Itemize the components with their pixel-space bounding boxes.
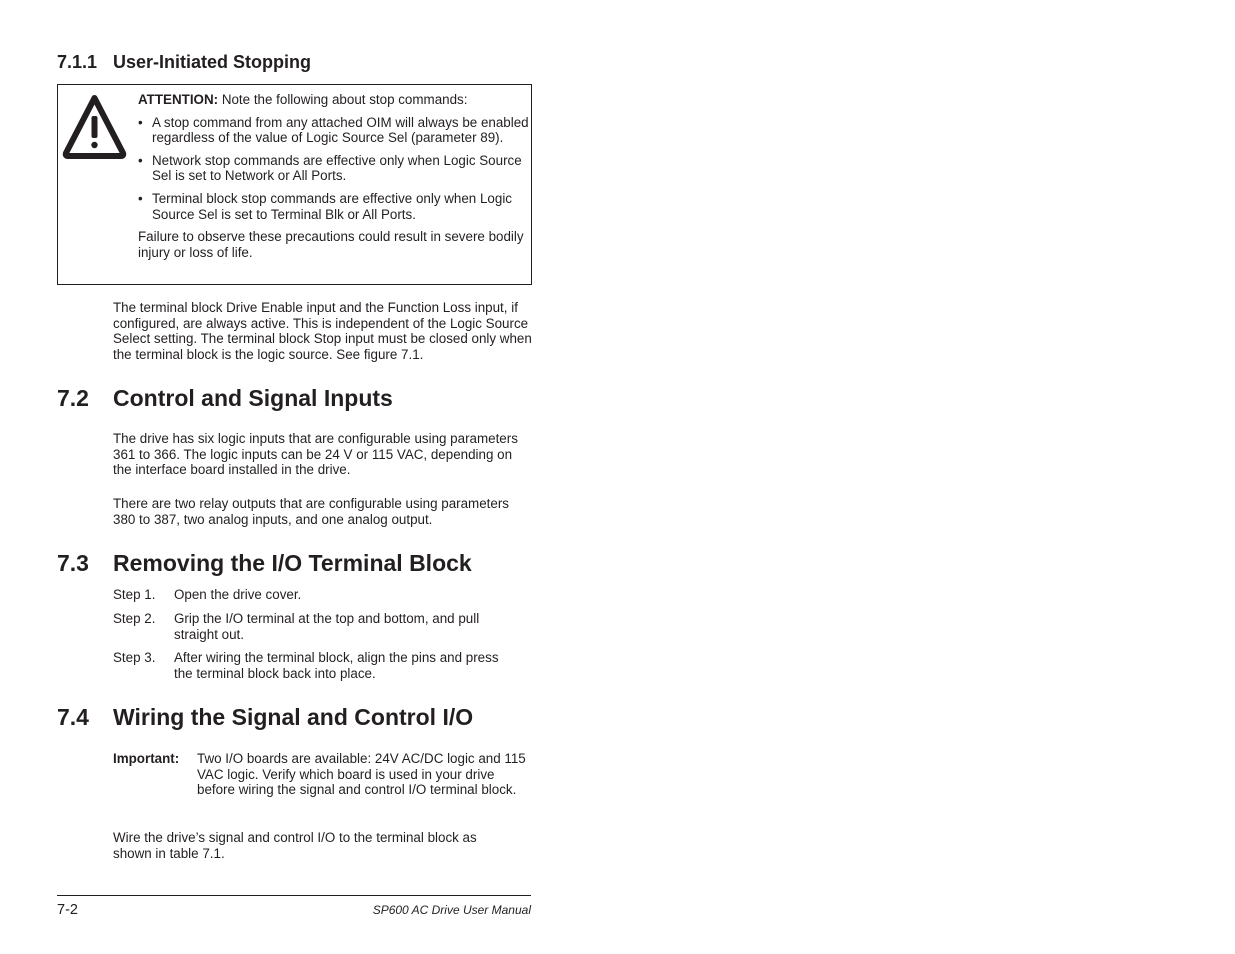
attention-bullet: • A stop command from any attached OIM will always be enabled regardless of the value of Logic Source Sel (parameter 89). — [138, 115, 530, 146]
paragraph-relay-outputs: There are two relay outputs that are configurable using parameters 380 to 387, two analog inputs, and one analog output. — [113, 496, 509, 527]
step-label: Step 2. — [113, 611, 156, 626]
section-number-7-3: 7.3 — [57, 550, 89, 576]
section-title-7-1-1: User-Initiated Stopping — [113, 52, 311, 72]
manual-title: SP600 AC Drive User Manual — [372, 903, 531, 917]
step-text: Open the drive cover. — [174, 587, 302, 602]
attention-warning: Failure to observe these precautions could result in severe bodily injury or loss of life. — [138, 229, 524, 260]
step-text: Grip the I/O terminal at the top and bottom, and pull straight out. — [174, 611, 480, 642]
section-title-7-4: Wiring the Signal and Control I/O — [113, 704, 474, 730]
attention-intro-text: Note the following about stop commands: — [218, 92, 468, 107]
section-title-7-3: Removing the I/O Terminal Block — [113, 550, 472, 576]
step-label: Step 3. — [113, 650, 156, 665]
attention-content — [138, 92, 530, 260]
attention-intro — [138, 92, 530, 108]
step-text: After wiring the terminal block, align the pins and press the terminal block back into place. — [174, 650, 499, 681]
footer-divider — [57, 895, 531, 896]
section-number-7-4: 7.4 — [57, 704, 89, 730]
paragraph-logic-inputs: The drive has six logic inputs that are configurable using parameters 361 to 366. The logic inputs can be 24 V or 115 VAC, depending on the interface board installed in the drive. — [113, 431, 518, 478]
attention-bullet: • Terminal block stop commands are effective only when Logic Source Sel is set to Terminal Blk or All Ports. — [138, 191, 530, 222]
step-label: Step 1. — [113, 587, 156, 602]
attention-label: ATTENTION: — [138, 92, 219, 107]
paragraph-wiring: Wire the drive’s signal and control I/O to the terminal block as shown in table 7.1. — [113, 830, 477, 861]
paragraph-logic-source: The terminal block Drive Enable input and the Function Loss input, if configured, are always active. This is independent of the Logic Source Select setting. The terminal block Stop input must be closed only when the terminal block is the logic source. See figure 7.1. — [113, 300, 532, 362]
section-number-7-2: 7.2 — [57, 385, 89, 411]
section-number-7-1-1: 7.1.1 — [57, 52, 98, 72]
important-text: Two I/O boards are available: 24V AC/DC logic and 115 VAC logic. Verify which board is used in your drive before wiring the signal and control I/O terminal block. — [197, 751, 526, 798]
attention-bullet: • Network stop commands are effective only when Logic Source Sel is set to Network or All Ports. — [138, 153, 530, 184]
important-label: Important: — [113, 751, 180, 766]
warning-triangle-icon — [61, 94, 128, 160]
page-number: 7-2 — [57, 902, 78, 918]
section-title-7-2: Control and Signal Inputs — [113, 385, 393, 411]
